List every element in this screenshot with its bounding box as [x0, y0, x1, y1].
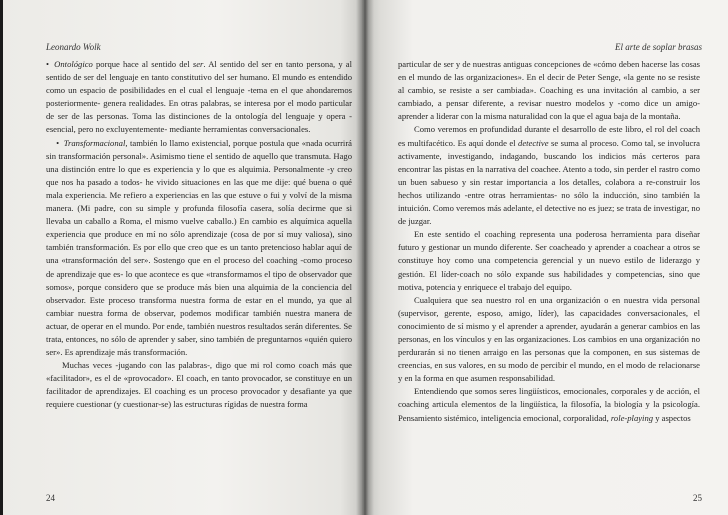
term-role-playing: role-playing	[610, 412, 654, 423]
paragraph-text: Como veremos en profundidad durante el desarrollo de este libro, el rol del coach es multifacético. Es aquí donde el	[398, 124, 700, 148]
paragraph-text: y aspectos	[653, 412, 691, 423]
running-header-title: El arte de soplar brasas	[614, 42, 702, 52]
term-ser: ser	[192, 59, 204, 69]
left-page	[0, 0, 362, 515]
bullet-icon: •	[56, 137, 60, 148]
page-number-left: 24	[46, 493, 55, 503]
paragraph-text: Entendiendo que somos seres lingüísticos, emocionales, corporales y de acción, el coaching articula elementos de la lingüística, la filosofía, la biología y la psicología. Pensamiento sistémico, inteligencia emocional, corporalidad,	[398, 386, 700, 423]
paragraph	[398, 123, 700, 228]
left-page-body	[46, 58, 352, 412]
page-edge	[0, 0, 3, 515]
right-page	[362, 0, 728, 515]
paragraph-text: porque hace al sentido del	[92, 59, 193, 69]
bullet-icon: •	[46, 59, 50, 69]
paragraph	[398, 385, 700, 424]
paragraph-text: se suma al proceso. Como tal, se involucra activamente, investigando, indagando, buscando los indicios más certeros para encontrar las pistas en la narrativa del coachee. Atento a todo, sin perder el rastro como un buen sabueso y sin restar importancia a los detalles, colabora a re-construir los hechos utilizando -entre otras herramientas- no sólo la inducción, sino también la intuición. Como veremos más adelante, el detective no es juez; se trata de investigar, no de juzgar.	[398, 137, 701, 227]
page-number-right: 25	[693, 493, 702, 503]
paragraph: particular de ser y de nuestras antiguas concepciones de «cómo deben hacerse las cosas en el mundo de las organizaciones». En el decir de Peter Senge, «la gente no se resiste al cambio, se resiste a ser cambiada». Coaching es una invitación al cambio, a ser cambiado, a pensar diferente, a revisar nuestro modelos y -como dice un amigo- aprender a liderar con la misma naturalidad con la que el agua baja de la montaña.	[398, 59, 700, 122]
paragraph	[46, 58, 352, 137]
paragraph: En este sentido el coaching representa una poderosa herramienta para diseñar futuro y gestionar un mundo diferente. Ser coacheado y aprender a coachear a otros se constituye hoy como una competencia gerencial y un nuevo estilo de liderazgo y gestión. El líder-coach no sólo expande sus habilidades y competencias, sino que motiva, potencia y enriquece el trabajo del equipo.	[398, 229, 700, 292]
paragraph-text: . Al sentido del ser en tanto persona, y al sentido de ser del lenguaje en tanto constitutivo del ser humano. El mundo es entendido como un espacio de posibilidades en el cual el lenguaje -tema en el que ahondaremos posteriormente- genera realidades. En otras palabras, se interesa por el modo particular de ser de las personas. Toma las distinciones de la ontología del lenguaje y opera -esencial, pero no excluyentemente- mediante herramientas conversacionales.	[46, 59, 352, 135]
paragraph: Muchas veces -jugando con las palabras-, digo que mi rol como coach más que «facilitador», es el de «provocador». El coach, en tanto provocador, se constituye en un facilitador de aprendizajes. El coaching es un proceso provocador y desafiante ya que requiere cuestionar (y cuestionar-se) las estructuras rígidas de nuestra forma	[46, 360, 352, 410]
paragraph: Cualquiera que sea nuestro rol en una organización o en nuestra vida personal (supervisor, gerente, esposo, amigo, líder), las capacidades conversacionales, el conocimiento de sí mismo y el aprender a aprender, ayudarán a generar cambios en las personas, en los vínculos y en las organizaciones. Los cambios en una organización no perdurarán si no tienen arraigo en las personas que la componen, en sus sistemas de creencias, en sus valores, en su modo de percibir el mundo, en el modo de relacionarse y en la forma en que asumen responsabilidad.	[398, 294, 700, 384]
right-page-body	[398, 58, 700, 425]
paragraph-text: , también lo llamo existencial, porque postula que «nada ocurrirá sin transformación personal». Asimismo tiene el sentido de aquello que transmuta. Hago una distinción entre lo que es experiencia y lo que es alquimia. Personalmente -y creo que nos ha pasado a todos- he vivido situaciones en las que me dije: qué buena o qué mala experiencia. Me refiero a experiencias en las que estuve o fui y volví de la misma manera. (Mi padre, con su simple y profunda filosofía casera, solía decirme que si llevaba un caballo a Roma, el mismo vuelve caballo.) En cambio es alquímica aquella experiencia que produce en mí no sólo aprendizaje (cosa de por sí muy valiosa), sino también transformación. Es por ello que creo que es un tanto pretencioso hablar aquí de una «transformación del ser». Sostengo que en el proceso del coaching -como proceso de aprendizaje que es- lo que acontece es que «transformamos el tipo de observador que somos», porque considero que se produce más bien una alquimia de la conciencia del observador. Este proceso transforma nuestra forma de estar en el mundo, ya que al cambiar nuestra forma de observar, podemos modificar también nuestra manera de actuar, de operar en el mundo. Por ende, también nuestros resultados serán diferentes. Se trata, entonces, no sólo de aprender y saber, sino también de preguntarnos «quién quiero ser». Es aprendizaje más transformación.	[46, 137, 352, 358]
term-detective: detective	[518, 137, 549, 148]
term-ontologico: Ontológico	[54, 59, 93, 69]
paragraph	[46, 137, 352, 360]
term-transformacional: Transformacional	[63, 137, 126, 148]
running-header-author: Leonardo Wolk	[46, 42, 101, 52]
